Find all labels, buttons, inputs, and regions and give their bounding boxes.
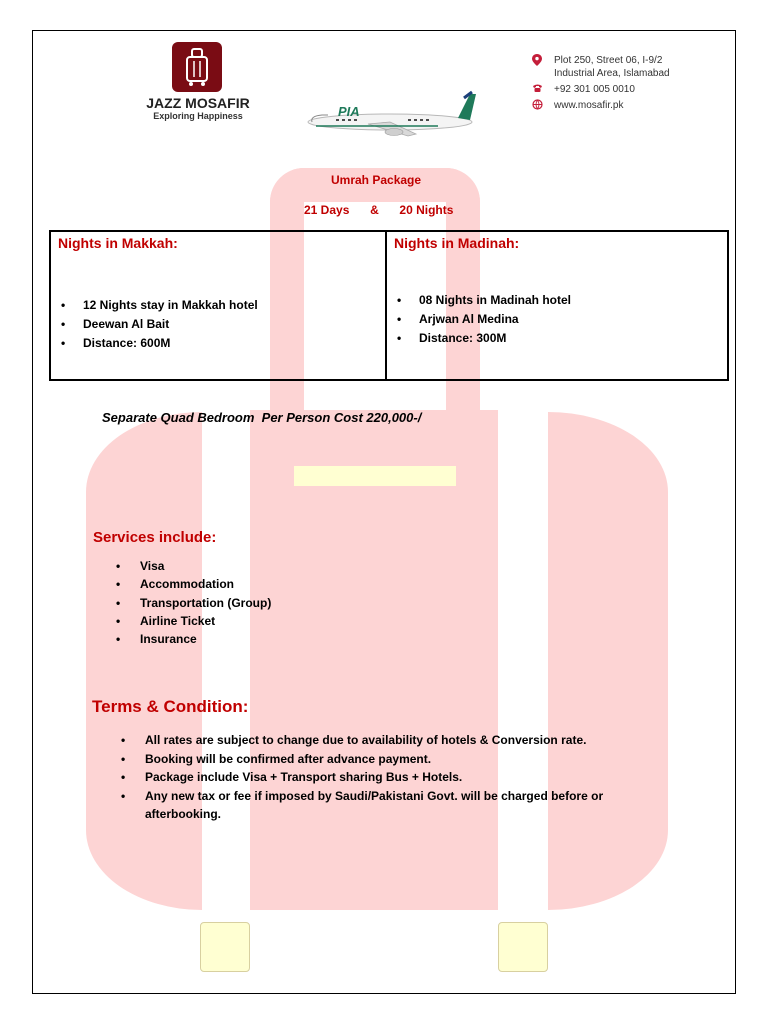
watermark-wheel-left [200, 922, 250, 972]
brand-name: JAZZ MOSAFIR [146, 95, 250, 111]
services-list [116, 557, 271, 648]
list-item: • Package include Visa + Transport sharing Bus + Hotels. [121, 768, 641, 787]
list-item: • Deewan Al Bait [59, 315, 258, 334]
list-item: • Insurance [116, 630, 271, 648]
list-item: • 08 Nights in Madinah hotel [395, 291, 571, 310]
contact-website-row [532, 99, 670, 113]
brand-tagline: Exploring Happiness [153, 111, 243, 121]
list-item: • 12 Nights stay in Makkah hotel [59, 296, 258, 315]
phone-icon [532, 83, 554, 96]
globe-icon [532, 99, 554, 113]
list-item: • Booking will be confirmed after advance payment. [121, 750, 641, 769]
price-line: Separate Quad Bedroom Per Person Cost 220,000-/ [102, 410, 422, 425]
watermark-suitcase-right [548, 412, 668, 910]
airplane-image [298, 88, 480, 144]
contact-address-line2: Industrial Area, Islamabad [554, 68, 670, 79]
contact-address-line1: Plot 250, Street 06, I-9/2 [554, 55, 663, 66]
madinah-heading: Nights in Madinah: [394, 235, 520, 251]
list-item: • Accommodation [116, 575, 271, 593]
makkah-list [59, 296, 258, 353]
brand-logo-icon [172, 42, 222, 92]
list-item: • Arjwan Al Medina [395, 310, 571, 329]
contact-address-row [532, 54, 670, 80]
terms-heading: Terms & Condition: [92, 697, 249, 716]
list-item: • Distance: 300M [395, 329, 571, 348]
list-item: • Any new tax or fee if imposed by Saudi/Pakistani Govt. will be charged before or afterbooking. [121, 787, 641, 824]
madinah-list [395, 291, 571, 348]
location-pin-icon [532, 54, 554, 69]
contact-website[interactable]: www.mosafir.pk [554, 100, 624, 111]
contact-phone: +92 301 005 0010 [554, 84, 635, 95]
makkah-column [51, 232, 387, 379]
nights-table [49, 230, 729, 381]
airline-logo-text: PIA [338, 104, 360, 119]
watermark-suitcase-left [86, 412, 202, 910]
package-days: 21 Days [304, 203, 350, 217]
list-item: • Visa [116, 557, 271, 575]
list-item: • Airline Ticket [116, 612, 271, 630]
list-item: • Distance: 600M [59, 334, 258, 353]
madinah-column [387, 232, 727, 379]
makkah-heading: Nights in Makkah: [58, 235, 178, 251]
package-nights: 20 Nights [399, 203, 454, 217]
list-item: • All rates are subject to change due to availability of hotels & Conversion rate. [121, 731, 641, 750]
package-separator: & [370, 203, 379, 217]
package-duration [304, 203, 453, 217]
package-title: Umrah Package [331, 173, 422, 187]
terms-list [121, 731, 641, 824]
contact-phone-row [532, 83, 670, 96]
contact-block [532, 54, 670, 116]
watermark-wheel-right [498, 922, 548, 972]
watermark-suitcase-label [294, 466, 456, 486]
services-heading: Services include: [93, 529, 217, 546]
list-item: • Transportation (Group) [116, 594, 271, 612]
